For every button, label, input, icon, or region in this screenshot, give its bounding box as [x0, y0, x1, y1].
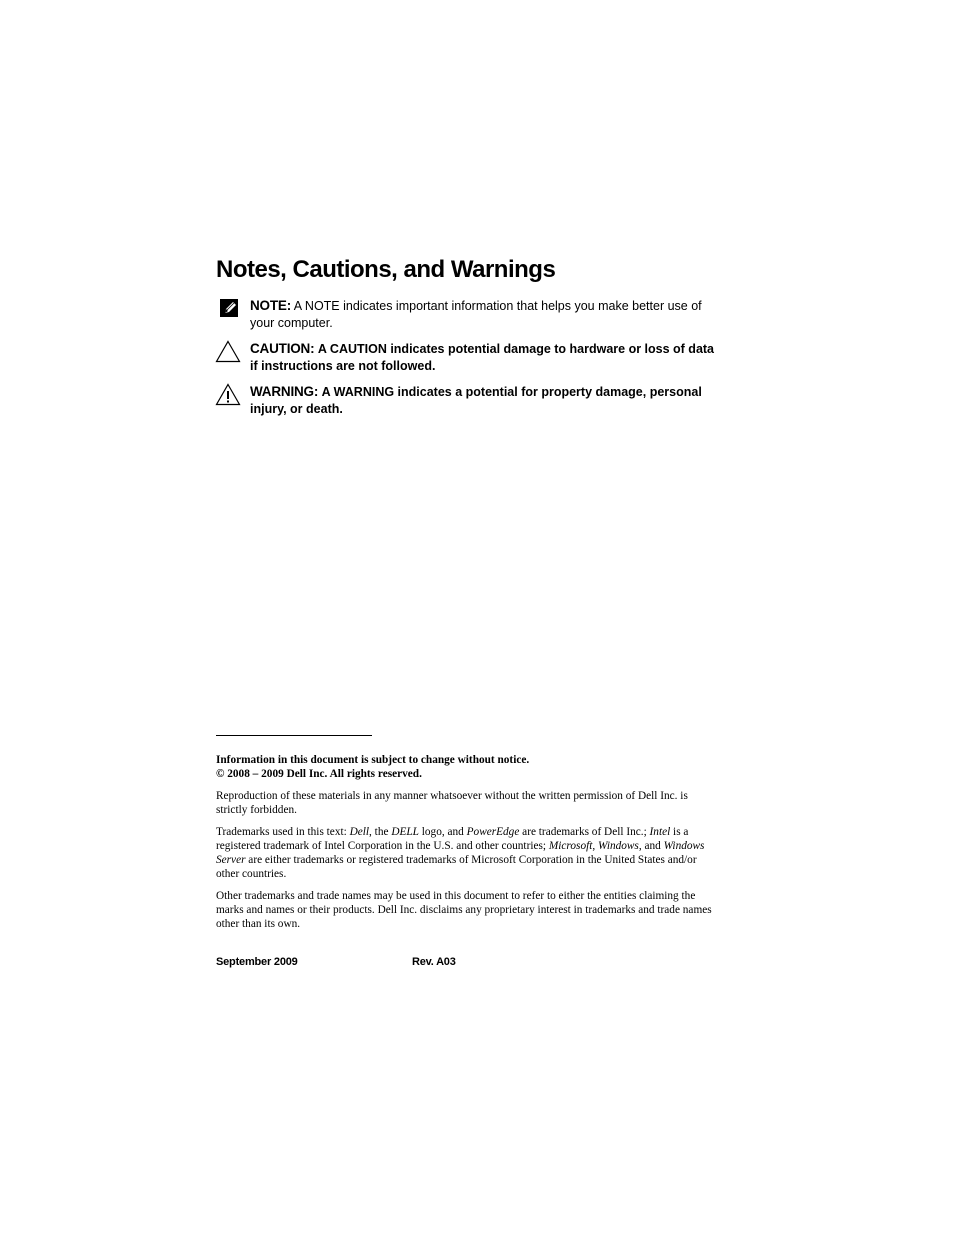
- caution-label: CAUTION:: [250, 341, 315, 356]
- note-pencil-icon: [215, 297, 241, 321]
- caution-block: [215, 340, 715, 375]
- copyright-line: © 2008 – 2009 Dell Inc. All rights reserved.: [216, 768, 422, 780]
- warning-label: WARNING:: [250, 384, 319, 399]
- trademark-microsoft: Microsoft: [548, 840, 593, 852]
- note-text: A NOTE indicates important information that helps you make better use of your computer.: [250, 299, 702, 330]
- warning-exclamation-triangle-icon: [215, 383, 241, 407]
- publication-date: September 2009: [216, 956, 298, 968]
- trademark-windows: Windows: [598, 840, 639, 852]
- trademark-dell: Dell: [349, 826, 370, 838]
- page-title: Notes, Cautions, and Warnings: [216, 256, 556, 283]
- trademark-windows-server: Windows Server: [216, 840, 705, 866]
- change-notice: Information in this document is subject to change without notice.: [216, 754, 530, 766]
- warning-text: A WARNING indicates a potential for property damage, personal injury, or death.: [250, 385, 702, 416]
- caution-text: A CAUTION indicates potential damage to hardware or loss of data if instructions are not followed.: [250, 342, 715, 373]
- note-block: [215, 297, 715, 332]
- other-trademarks-paragraph: Other trademarks and trade names may be used in this document to refer to either the entities claiming the marks and names or their products. Dell Inc. disclaims any proprietary interest in trademarks and trade names other than its own.: [216, 890, 712, 930]
- revision-label: Rev. A03: [412, 956, 456, 968]
- caution-triangle-icon: [215, 340, 241, 364]
- reproduction-notice: Reproduction of these materials in any manner whatsoever without the written permission of Dell Inc. is strictly forbidden.: [216, 790, 688, 816]
- trademark-poweredge: PowerEdge: [466, 826, 520, 838]
- trademarks-paragraph: Trademarks used in this text: Dell, the DELL logo, and PowerEdge are trademarks of Dell Inc.; Intel is a registered trademark of Intel Corporation in the U.S. and other countries; Microsoft, Windows, and Windows Server are either trademarks or registered trademarks of Microsoft Corporation in the United States and/or other countries.: [216, 826, 705, 880]
- footnote-divider: [216, 735, 372, 736]
- trademark-intel: Intel: [649, 826, 671, 838]
- warning-block: [215, 383, 715, 418]
- trademark-dell-logo: DELL: [391, 826, 419, 838]
- note-label: NOTE:: [250, 298, 291, 313]
